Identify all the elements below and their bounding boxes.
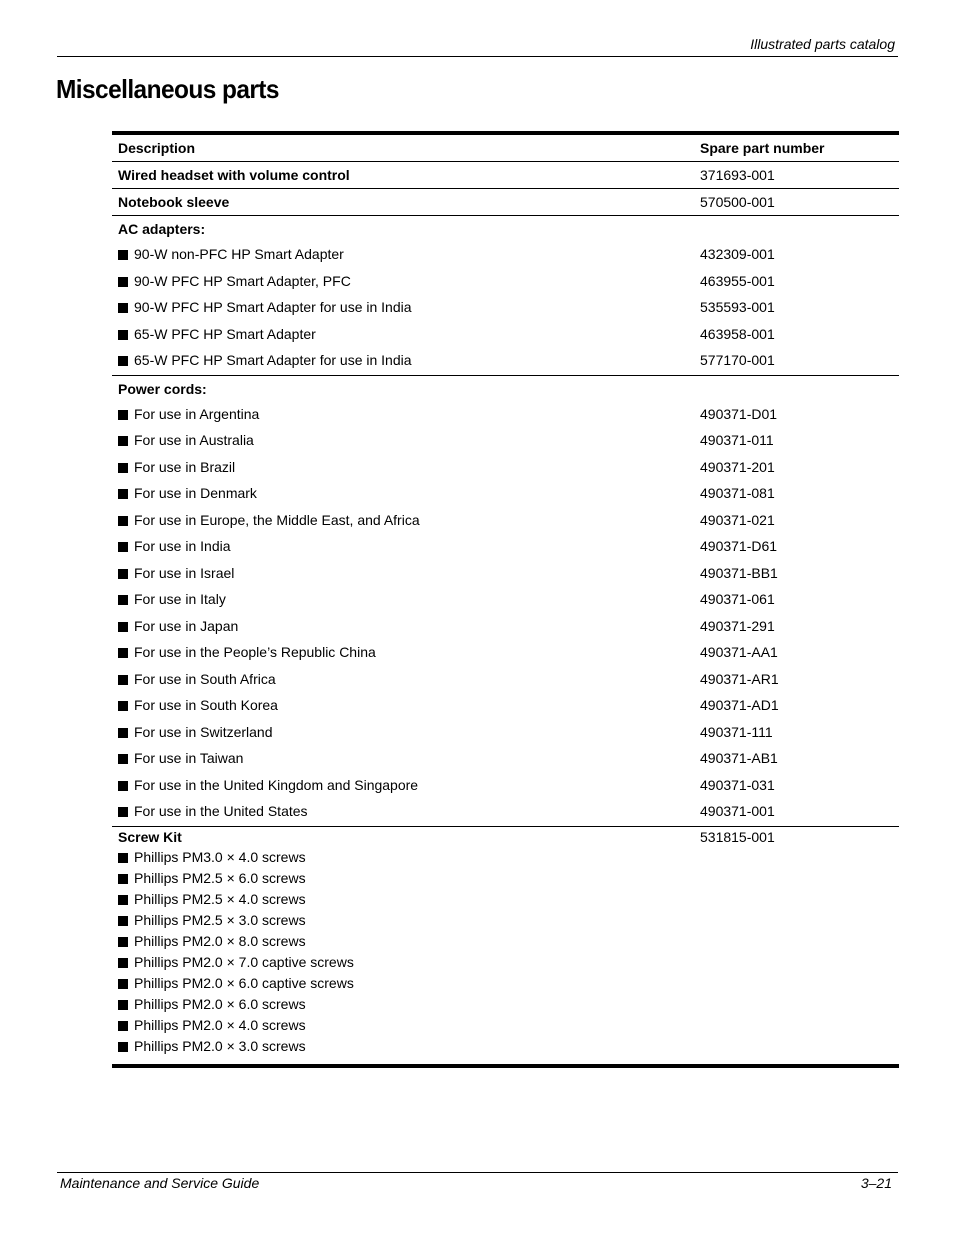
part-description xyxy=(118,996,306,1012)
part-number: 490371-D01 xyxy=(700,405,778,422)
square-bullet-icon xyxy=(118,542,128,552)
part-number: 490371-BB1 xyxy=(700,564,778,581)
square-bullet-icon xyxy=(118,937,128,947)
part-description xyxy=(118,406,259,422)
part-description xyxy=(118,512,420,528)
list-item xyxy=(112,269,899,296)
table-header-row xyxy=(112,135,899,162)
part-description-text: For use in the United Kingdom and Singapore xyxy=(134,776,419,793)
part-description xyxy=(118,352,412,368)
square-bullet-icon xyxy=(118,330,128,340)
square-bullet-icon xyxy=(118,1000,128,1010)
part-description-text: For use in Denmark xyxy=(134,485,257,501)
part-description-text: For use in Australia xyxy=(134,432,254,448)
part-description xyxy=(118,803,308,819)
group-title-row xyxy=(112,827,899,847)
part-number: 490371-011 xyxy=(700,432,774,448)
square-bullet-icon xyxy=(118,648,128,658)
part-description xyxy=(118,933,306,949)
part-description-text: Phillips PM2.0 × 4.0 screws xyxy=(134,1017,306,1034)
part-number: 371693-001 xyxy=(700,167,775,183)
square-bullet-icon xyxy=(118,916,128,926)
list-item xyxy=(112,973,899,994)
part-description xyxy=(118,246,344,262)
list-item xyxy=(112,667,899,694)
part-description xyxy=(118,565,234,581)
part-number: 490371-001 xyxy=(700,803,775,819)
list-item xyxy=(112,847,899,868)
list-item xyxy=(112,931,899,952)
part-description xyxy=(118,777,418,793)
list-item xyxy=(112,534,899,561)
square-bullet-icon xyxy=(118,958,128,968)
square-bullet-icon xyxy=(118,754,128,764)
power-cords-group xyxy=(112,376,899,827)
square-bullet-icon xyxy=(118,250,128,260)
part-description-text: 90-W PFC HP Smart Adapter, PFC xyxy=(134,272,351,289)
part-number: 490371-AR1 xyxy=(700,670,779,687)
list-item xyxy=(112,952,899,973)
column-header-description: Description xyxy=(118,140,196,156)
ac-adapters-group xyxy=(112,216,899,376)
part-description xyxy=(118,591,226,607)
part-description-text: For use in Israel xyxy=(134,564,235,581)
part-number: 490371-AB1 xyxy=(700,750,778,766)
part-description xyxy=(118,432,254,448)
part-description-text: For use in Brazil xyxy=(134,458,236,475)
part-description xyxy=(118,618,238,634)
square-bullet-icon xyxy=(118,807,128,817)
square-bullet-icon xyxy=(118,1021,128,1031)
square-bullet-icon xyxy=(118,436,128,446)
part-number: 490371-291 xyxy=(700,617,775,634)
table-row xyxy=(112,162,899,189)
part-description-text: Phillips PM2.5 × 4.0 screws xyxy=(134,890,306,907)
square-bullet-icon xyxy=(118,410,128,420)
header-section-title: Illustrated parts catalog xyxy=(750,36,895,52)
part-number: 490371-AA1 xyxy=(700,644,778,660)
part-description-text: For use in Europe, the Middle East, and Africa xyxy=(134,511,420,528)
square-bullet-icon xyxy=(118,622,128,632)
part-description-text: For use in Japan xyxy=(134,617,239,634)
part-number: 432309-001 xyxy=(700,246,775,262)
square-bullet-icon xyxy=(118,516,128,526)
part-description xyxy=(118,975,354,991)
list-item xyxy=(112,508,899,535)
part-description-text: For use in the People’s Republic China xyxy=(134,644,376,660)
list-item xyxy=(112,868,899,889)
table-row xyxy=(112,189,899,216)
square-bullet-icon xyxy=(118,277,128,287)
part-description xyxy=(118,671,276,687)
part-description xyxy=(118,485,257,501)
square-bullet-icon xyxy=(118,895,128,905)
part-description-text: For use in India xyxy=(134,538,231,554)
part-number: 490371-081 xyxy=(700,485,775,501)
square-bullet-icon xyxy=(118,675,128,685)
part-number: 490371-D61 xyxy=(700,538,778,554)
part-description xyxy=(118,644,376,660)
part-number: 490371-AD1 xyxy=(700,697,779,713)
list-item xyxy=(112,746,899,773)
list-item xyxy=(112,561,899,588)
part-description xyxy=(118,891,306,907)
part-description xyxy=(118,697,278,713)
list-item xyxy=(112,481,899,508)
list-item xyxy=(112,994,899,1015)
part-number: 531815-001 xyxy=(700,828,775,845)
part-description xyxy=(118,1038,306,1054)
group-title: AC adapters: xyxy=(118,221,206,237)
part-number: 463958-001 xyxy=(700,325,775,342)
square-bullet-icon xyxy=(118,728,128,738)
list-item xyxy=(112,587,899,614)
part-number: 570500-001 xyxy=(700,194,775,210)
part-description-text: For use in Taiwan xyxy=(134,750,244,766)
list-item xyxy=(112,455,899,482)
part-description-text: 90-W non-PFC HP Smart Adapter xyxy=(134,246,344,262)
list-item xyxy=(112,295,899,322)
group-title: Power cords: xyxy=(118,380,207,397)
part-description: Notebook sleeve xyxy=(118,194,230,210)
square-bullet-icon xyxy=(118,489,128,499)
part-description xyxy=(118,1017,306,1033)
square-bullet-icon xyxy=(118,853,128,863)
screw-kit-list xyxy=(112,847,899,1065)
part-description-text: Phillips PM2.5 × 6.0 screws xyxy=(134,869,306,886)
square-bullet-icon xyxy=(118,781,128,791)
part-description: Wired headset with volume control xyxy=(118,167,350,183)
list-item xyxy=(112,889,899,910)
page-title: Miscellaneous parts xyxy=(56,74,279,104)
group-title: Screw Kit xyxy=(118,828,182,845)
part-number: 490371-201 xyxy=(700,458,775,475)
list-item xyxy=(112,773,899,800)
part-description-text: For use in the United States xyxy=(134,803,308,819)
part-description xyxy=(118,870,306,886)
parts-table xyxy=(112,131,899,1068)
square-bullet-icon xyxy=(118,569,128,579)
part-description-text: For use in Switzerland xyxy=(134,723,273,740)
part-description xyxy=(118,299,412,315)
square-bullet-icon xyxy=(118,701,128,711)
part-description-text: Phillips PM2.0 × 6.0 screws xyxy=(134,996,306,1013)
part-description-text: Phillips PM2.0 × 6.0 captive screws xyxy=(134,975,354,992)
list-item xyxy=(112,910,899,931)
square-bullet-icon xyxy=(118,874,128,884)
square-bullet-icon xyxy=(118,979,128,989)
square-bullet-icon xyxy=(118,1042,128,1052)
footer-guide-title: Maintenance and Service Guide xyxy=(60,1175,260,1191)
column-header-part-number: Spare part number xyxy=(700,140,825,156)
part-number: 490371-111 xyxy=(700,723,773,740)
part-description-text: Phillips PM3.0 × 4.0 screws xyxy=(134,848,306,865)
part-description-text: For use in South Africa xyxy=(134,670,276,687)
part-number: 463955-001 xyxy=(700,272,775,289)
list-item xyxy=(112,640,899,667)
part-description xyxy=(118,849,306,865)
list-item xyxy=(112,693,899,720)
part-description xyxy=(118,326,316,342)
page-header xyxy=(57,30,898,57)
square-bullet-icon xyxy=(118,595,128,605)
part-description-text: 90-W PFC HP Smart Adapter for use in India xyxy=(134,299,412,315)
part-description xyxy=(118,750,243,766)
part-description-text: 65-W PFC HP Smart Adapter for use in India xyxy=(134,352,412,368)
list-item xyxy=(112,799,899,826)
list-item xyxy=(112,242,899,269)
group-title-row xyxy=(112,216,899,242)
part-description-text: Phillips PM2.0 × 3.0 screws xyxy=(134,1038,306,1055)
part-description xyxy=(118,912,306,928)
part-description xyxy=(118,459,235,475)
part-number: 490371-061 xyxy=(700,591,775,607)
part-description xyxy=(118,954,354,970)
group-title-row xyxy=(112,376,899,402)
part-description-text: For use in Argentina xyxy=(134,405,260,422)
list-item xyxy=(112,348,899,375)
part-number: 490371-021 xyxy=(700,511,775,528)
part-description-text: Phillips PM2.0 × 8.0 screws xyxy=(134,932,306,949)
part-number: 490371-031 xyxy=(700,776,775,793)
part-description xyxy=(118,273,351,289)
part-number: 577170-001 xyxy=(700,352,775,368)
screw-kit-group xyxy=(112,827,899,1065)
square-bullet-icon xyxy=(118,463,128,473)
list-item xyxy=(112,1036,899,1057)
part-description xyxy=(118,538,231,554)
list-item xyxy=(112,402,899,429)
list-item xyxy=(112,322,899,349)
part-description-text: Phillips PM2.5 × 3.0 screws xyxy=(134,911,306,928)
part-description-text: For use in South Korea xyxy=(134,697,278,713)
square-bullet-icon xyxy=(118,356,128,366)
square-bullet-icon xyxy=(118,303,128,313)
part-description-text: Phillips PM2.0 × 7.0 captive screws xyxy=(134,953,354,970)
part-number: 535593-001 xyxy=(700,299,775,315)
part-description-text: 65-W PFC HP Smart Adapter xyxy=(134,325,316,342)
list-item xyxy=(112,1015,899,1036)
part-description xyxy=(118,724,273,740)
list-item xyxy=(112,428,899,455)
list-item xyxy=(112,720,899,747)
list-item xyxy=(112,614,899,641)
part-description-text: For use in Italy xyxy=(134,591,226,607)
page-footer xyxy=(57,1172,898,1197)
page-number: 3–21 xyxy=(860,1175,892,1191)
